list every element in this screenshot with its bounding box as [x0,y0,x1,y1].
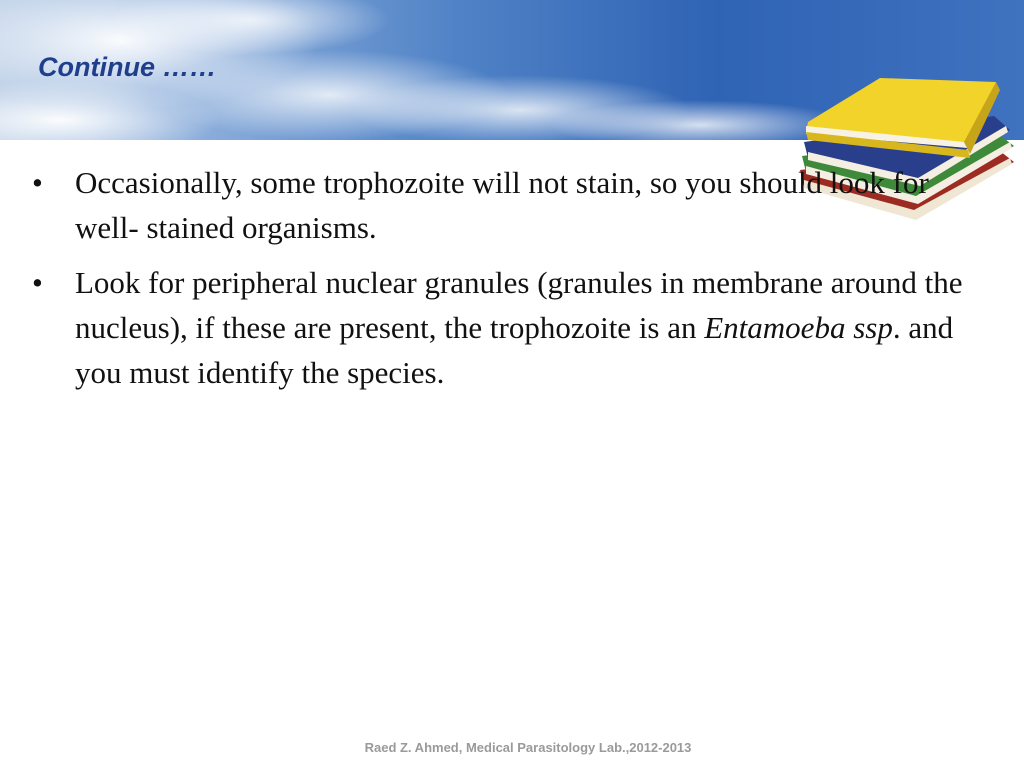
bullet-item [30,260,1000,395]
bullet-text: . and you must identify the species. [75,310,954,390]
bullet-text: Look for peripheral nuclear granules (granules in membrane around the nucleus), if these are present, the trophozoite is an [75,265,963,345]
bullet-item [30,160,1000,250]
slide-title: Continue …… [38,52,217,82]
bullet-list [30,160,1000,405]
bullet-text-italic: Entamoeba ssp [704,310,893,345]
bullet-text: Occasionally, some trophozoite will not stain, so you should look for well- stained organisms. [75,165,929,245]
bullet-glyph: • [32,165,43,200]
bullet-glyph: • [32,265,43,300]
footer-credit: Raed Z. Ahmed, Medical Parasitology Lab.,2012-2013 [364,740,692,755]
